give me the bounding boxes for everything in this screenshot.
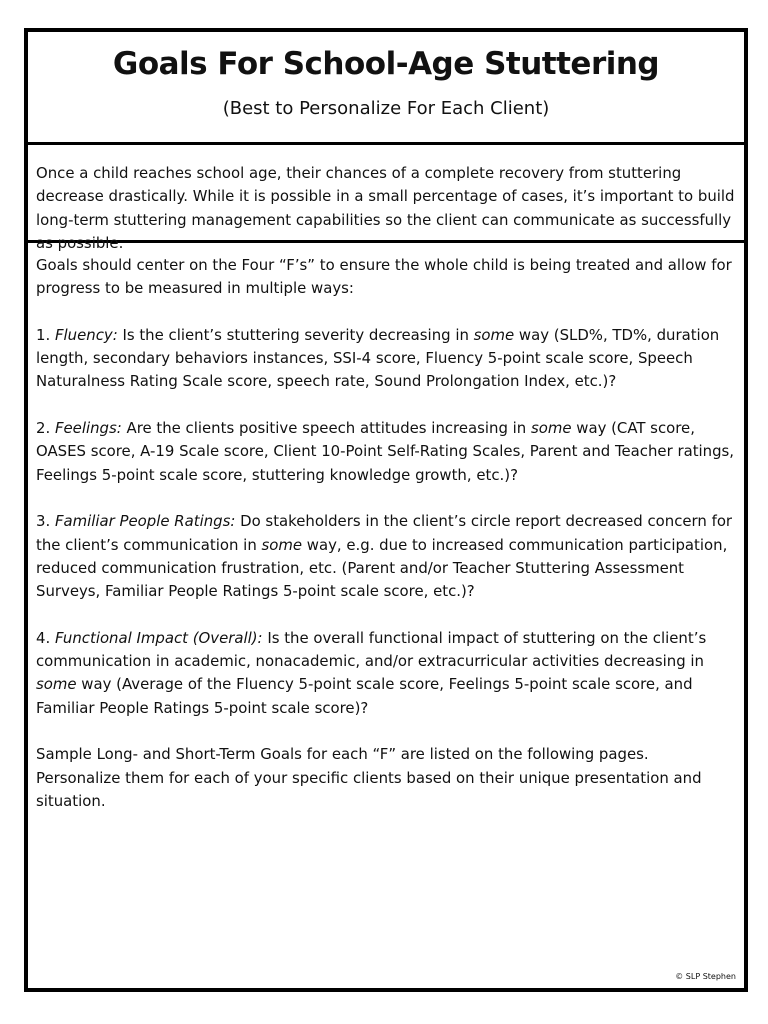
goal-text-before: Is the overall functional impact of stuttering on the client’s communication in academic, nonacademic, and/or extracurricular activities decreasing in (36, 628, 707, 671)
goal-emphasis: some (473, 325, 515, 344)
goal-text-after: way, e.g. due to increased communication participation, reduced communication frustration, etc. (Parent and/or Teacher Stuttering Assessment Surveys, Familiar People Ratings 5-point scale score, etc.)? (36, 535, 728, 601)
goal-text-after: way (CAT score, OASES score, A-19 Scale score, Client 10-Point Self-Rating Scales, Parent and Teacher ratings, Feelings 5-point scale score, stuttering knowledge growth, etc.)? (36, 419, 735, 484)
goal-name: Familiar People Ratings: (54, 512, 236, 531)
closing-paragraph: Sample Long- and Short-Term Goals for each “F” are listed on the following pages. Personalize them for each of your specific clients based on their unique presentation and situation. (36, 745, 702, 810)
goal-text-before: Is the client’s stuttering severity decreasing in (122, 325, 469, 344)
goal-number: 1. (36, 325, 51, 344)
goal-text-before: Are the clients positive speech attitudes increasing in (126, 419, 527, 438)
goal-emphasis: some (530, 419, 572, 438)
page-frame (24, 28, 748, 992)
goal-functional-impact (36, 627, 736, 720)
goal-number: 2. (36, 419, 51, 438)
goal-feelings (36, 417, 736, 487)
intro-text: Once a child reaches school age, their chances of a complete recovery from stuttering decrease drastically. While it is possible in a small percentage of cases, it’s important to build long-term stuttering management capabilities so the client can communicate as successfully as possible. (36, 164, 735, 252)
goal-emphasis: some (261, 535, 303, 554)
intro-box (28, 145, 744, 252)
goal-fluency (36, 324, 736, 394)
goal-text-after: way (Average of the Fluency 5-point scale score, Feelings 5-point scale score, and Familiar People Ratings 5-point scale score)? (36, 675, 693, 717)
goal-emphasis: some (36, 675, 77, 694)
page-title: Goals For School-Age Stuttering (112, 46, 660, 82)
body-content (36, 254, 736, 836)
goal-number: 4. (36, 628, 51, 647)
goal-text-before: Do stakeholders in the client’s circle report decreased concern for the client’s communication in (36, 512, 733, 554)
copyright-notice: © SLP Stephen (675, 972, 736, 981)
goal-text-after: way (SLD%, TD%, duration length, secondary behaviors instances, SSI-4 score, Fluency 5-point scale score, Speech Naturalness Rating Scale score, speech rate, Sound Prolongation Index, etc.)? (36, 325, 720, 391)
goal-familiar-people (36, 510, 736, 603)
lead-paragraph: Goals should center on the Four “F’s” to ensure the whole child is being treated and allow for progress to be measured in multiple ways: (36, 256, 732, 298)
goal-name: Fluency: (54, 325, 118, 344)
goal-name: Functional Impact (Overall): (54, 628, 263, 647)
goal-number: 3. (36, 512, 51, 531)
goal-name: Feelings: (54, 419, 122, 438)
page-subtitle: (Best to Personalize For Each Client) (222, 98, 550, 119)
header (28, 32, 744, 145)
